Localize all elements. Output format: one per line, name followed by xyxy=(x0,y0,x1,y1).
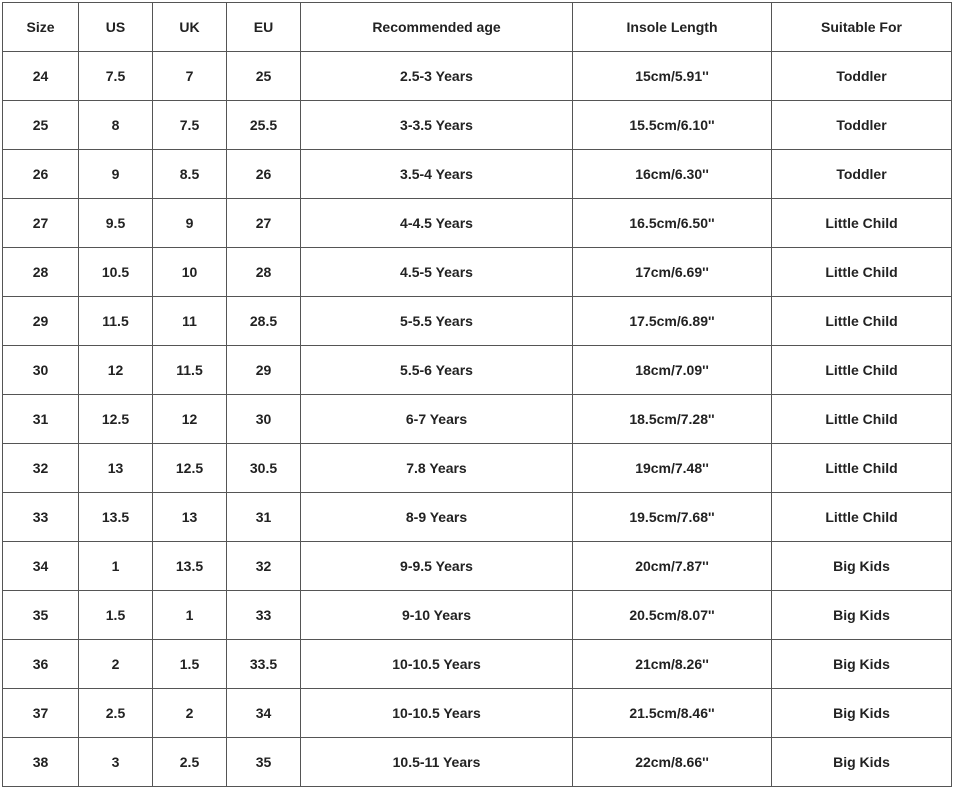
cell-us: 2 xyxy=(79,640,153,689)
cell-eu: 28.5 xyxy=(227,297,301,346)
table-row xyxy=(3,150,952,199)
cell-suitable-for: Little Child xyxy=(772,395,952,444)
cell-us: 7.5 xyxy=(79,52,153,101)
cell-uk: 12 xyxy=(153,395,227,444)
cell-eu: 35 xyxy=(227,738,301,787)
cell-suitable-for: Toddler xyxy=(772,150,952,199)
cell-insole-length: 20cm/7.87'' xyxy=(573,542,772,591)
cell-eu: 34 xyxy=(227,689,301,738)
cell-size: 26 xyxy=(3,150,79,199)
cell-uk: 13 xyxy=(153,493,227,542)
cell-size: 24 xyxy=(3,52,79,101)
cell-insole-length: 18.5cm/7.28'' xyxy=(573,395,772,444)
cell-uk: 1.5 xyxy=(153,640,227,689)
table-row xyxy=(3,591,952,640)
cell-uk: 10 xyxy=(153,248,227,297)
cell-insole-length: 17cm/6.69'' xyxy=(573,248,772,297)
size-chart-table xyxy=(2,2,952,787)
cell-size: 32 xyxy=(3,444,79,493)
header-row xyxy=(3,3,952,52)
cell-us: 1.5 xyxy=(79,591,153,640)
table-row xyxy=(3,493,952,542)
cell-size: 36 xyxy=(3,640,79,689)
cell-insole-length: 15cm/5.91'' xyxy=(573,52,772,101)
cell-size: 35 xyxy=(3,591,79,640)
cell-us: 12.5 xyxy=(79,395,153,444)
column-header-suitable-for: Suitable For xyxy=(772,3,952,52)
cell-size: 33 xyxy=(3,493,79,542)
cell-us: 8 xyxy=(79,101,153,150)
table-row xyxy=(3,248,952,297)
cell-uk: 12.5 xyxy=(153,444,227,493)
column-header-recommended-age: Recommended age xyxy=(301,3,573,52)
cell-insole-length: 16.5cm/6.50'' xyxy=(573,199,772,248)
cell-us: 11.5 xyxy=(79,297,153,346)
cell-recommended-age: 10-10.5 Years xyxy=(301,689,573,738)
table-row xyxy=(3,101,952,150)
cell-eu: 32 xyxy=(227,542,301,591)
table-row xyxy=(3,199,952,248)
column-header-size: Size xyxy=(3,3,79,52)
cell-us: 12 xyxy=(79,346,153,395)
cell-insole-length: 21.5cm/8.46'' xyxy=(573,689,772,738)
cell-uk: 13.5 xyxy=(153,542,227,591)
cell-recommended-age: 3.5-4 Years xyxy=(301,150,573,199)
cell-suitable-for: Big Kids xyxy=(772,689,952,738)
cell-us: 3 xyxy=(79,738,153,787)
cell-eu: 33 xyxy=(227,591,301,640)
cell-recommended-age: 6-7 Years xyxy=(301,395,573,444)
table-header xyxy=(3,3,952,52)
table-row xyxy=(3,444,952,493)
cell-size: 27 xyxy=(3,199,79,248)
table-row xyxy=(3,738,952,787)
column-header-uk: UK xyxy=(153,3,227,52)
table-body xyxy=(3,52,952,787)
cell-us: 13.5 xyxy=(79,493,153,542)
cell-eu: 29 xyxy=(227,346,301,395)
cell-uk: 9 xyxy=(153,199,227,248)
cell-suitable-for: Little Child xyxy=(772,346,952,395)
cell-size: 28 xyxy=(3,248,79,297)
cell-recommended-age: 3-3.5 Years xyxy=(301,101,573,150)
cell-size: 37 xyxy=(3,689,79,738)
cell-size: 31 xyxy=(3,395,79,444)
cell-recommended-age: 5.5-6 Years xyxy=(301,346,573,395)
cell-suitable-for: Toddler xyxy=(772,101,952,150)
cell-us: 13 xyxy=(79,444,153,493)
cell-size: 30 xyxy=(3,346,79,395)
cell-insole-length: 15.5cm/6.10'' xyxy=(573,101,772,150)
cell-uk: 2.5 xyxy=(153,738,227,787)
cell-recommended-age: 4.5-5 Years xyxy=(301,248,573,297)
table-row xyxy=(3,297,952,346)
table-row xyxy=(3,689,952,738)
cell-suitable-for: Big Kids xyxy=(772,542,952,591)
cell-us: 1 xyxy=(79,542,153,591)
cell-eu: 31 xyxy=(227,493,301,542)
cell-suitable-for: Little Child xyxy=(772,297,952,346)
cell-size: 25 xyxy=(3,101,79,150)
table-row xyxy=(3,52,952,101)
cell-eu: 26 xyxy=(227,150,301,199)
cell-insole-length: 21cm/8.26'' xyxy=(573,640,772,689)
column-header-insole-length: Insole Length xyxy=(573,3,772,52)
cell-size: 34 xyxy=(3,542,79,591)
cell-insole-length: 18cm/7.09'' xyxy=(573,346,772,395)
cell-recommended-age: 5-5.5 Years xyxy=(301,297,573,346)
cell-suitable-for: Little Child xyxy=(772,493,952,542)
cell-recommended-age: 9-10 Years xyxy=(301,591,573,640)
cell-uk: 8.5 xyxy=(153,150,227,199)
cell-eu: 27 xyxy=(227,199,301,248)
cell-size: 38 xyxy=(3,738,79,787)
cell-suitable-for: Little Child xyxy=(772,199,952,248)
cell-recommended-age: 10.5-11 Years xyxy=(301,738,573,787)
cell-uk: 1 xyxy=(153,591,227,640)
cell-us: 9.5 xyxy=(79,199,153,248)
table-row xyxy=(3,395,952,444)
cell-size: 29 xyxy=(3,297,79,346)
cell-uk: 2 xyxy=(153,689,227,738)
cell-uk: 7 xyxy=(153,52,227,101)
cell-recommended-age: 10-10.5 Years xyxy=(301,640,573,689)
cell-insole-length: 19cm/7.48'' xyxy=(573,444,772,493)
table-row xyxy=(3,542,952,591)
cell-suitable-for: Little Child xyxy=(772,444,952,493)
cell-recommended-age: 8-9 Years xyxy=(301,493,573,542)
cell-recommended-age: 2.5-3 Years xyxy=(301,52,573,101)
cell-insole-length: 16cm/6.30'' xyxy=(573,150,772,199)
cell-suitable-for: Big Kids xyxy=(772,640,952,689)
cell-suitable-for: Little Child xyxy=(772,248,952,297)
cell-eu: 33.5 xyxy=(227,640,301,689)
cell-us: 9 xyxy=(79,150,153,199)
column-header-us: US xyxy=(79,3,153,52)
table-row xyxy=(3,640,952,689)
cell-eu: 28 xyxy=(227,248,301,297)
cell-recommended-age: 7.8 Years xyxy=(301,444,573,493)
cell-suitable-for: Toddler xyxy=(772,52,952,101)
cell-insole-length: 20.5cm/8.07'' xyxy=(573,591,772,640)
cell-us: 2.5 xyxy=(79,689,153,738)
cell-uk: 11.5 xyxy=(153,346,227,395)
cell-eu: 30.5 xyxy=(227,444,301,493)
cell-uk: 7.5 xyxy=(153,101,227,150)
cell-insole-length: 22cm/8.66'' xyxy=(573,738,772,787)
cell-suitable-for: Big Kids xyxy=(772,738,952,787)
cell-insole-length: 19.5cm/7.68'' xyxy=(573,493,772,542)
cell-uk: 11 xyxy=(153,297,227,346)
cell-insole-length: 17.5cm/6.89'' xyxy=(573,297,772,346)
cell-eu: 25.5 xyxy=(227,101,301,150)
cell-us: 10.5 xyxy=(79,248,153,297)
cell-eu: 30 xyxy=(227,395,301,444)
cell-recommended-age: 4-4.5 Years xyxy=(301,199,573,248)
table-row xyxy=(3,346,952,395)
cell-eu: 25 xyxy=(227,52,301,101)
column-header-eu: EU xyxy=(227,3,301,52)
cell-suitable-for: Big Kids xyxy=(772,591,952,640)
cell-recommended-age: 9-9.5 Years xyxy=(301,542,573,591)
